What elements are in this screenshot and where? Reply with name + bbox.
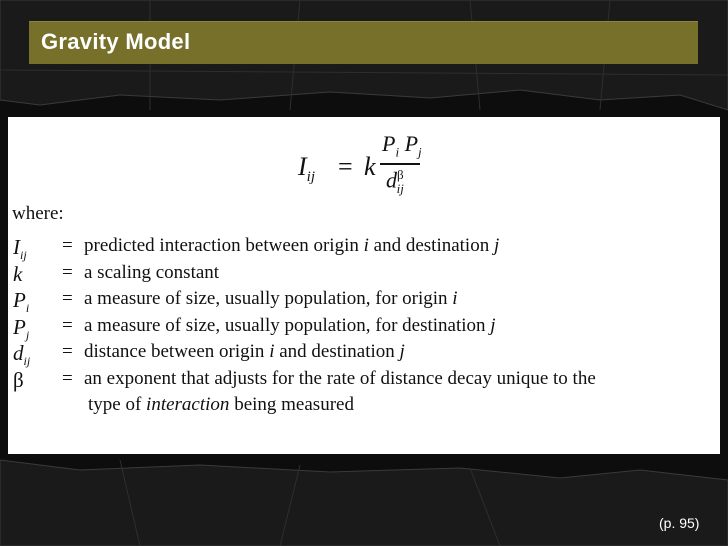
definition-equals: = [62,314,73,336]
definition-symbol: $d_{ij}$ [13,341,31,369]
formula-lhs: $I_{ij}$ [298,152,316,186]
fraction-bar [380,163,420,165]
title-bar [29,21,698,64]
definition-equals: = [62,288,73,309]
definition-text: a scaling constant [84,261,220,283]
slide-title: Gravity Model [41,29,191,54]
definition-symbol: $P_j$ [13,314,30,342]
definition-symbol: β [13,367,24,392]
definition-symbol: k [13,261,23,286]
definition-equals: = [62,341,73,362]
definition-text: predicted interaction between origin i and destination j [84,235,500,256]
formula-equals: = [338,152,353,181]
definition-equals: = [62,235,73,256]
definition-text: a measure of size, usually population, for destination j [84,314,496,336]
definition-text: an exponent that adjusts for the rate of distance decay unique to the [84,367,596,389]
definition-symbol: $P_i$ [13,288,30,316]
definition-equals: = [62,261,73,283]
definition-text: type of interaction being measured [88,394,354,415]
page-reference: (p. 95) [659,515,700,531]
formula-denominator: $d^\beta_{ij}$ [386,167,404,196]
gravity-formula [298,129,458,201]
definition-text: a measure of size, usually population, for origin i [84,288,458,309]
formula-constant: k [364,152,376,181]
where-label: where: [12,203,64,224]
formula-numerator: $P_i$ $P_j$ [382,131,422,160]
definition-equals: = [62,367,73,389]
formula-panel [8,117,720,454]
definition-text: distance between origin i and destination j [84,341,405,362]
definition-symbol: $I_{ij}$ [13,235,27,263]
